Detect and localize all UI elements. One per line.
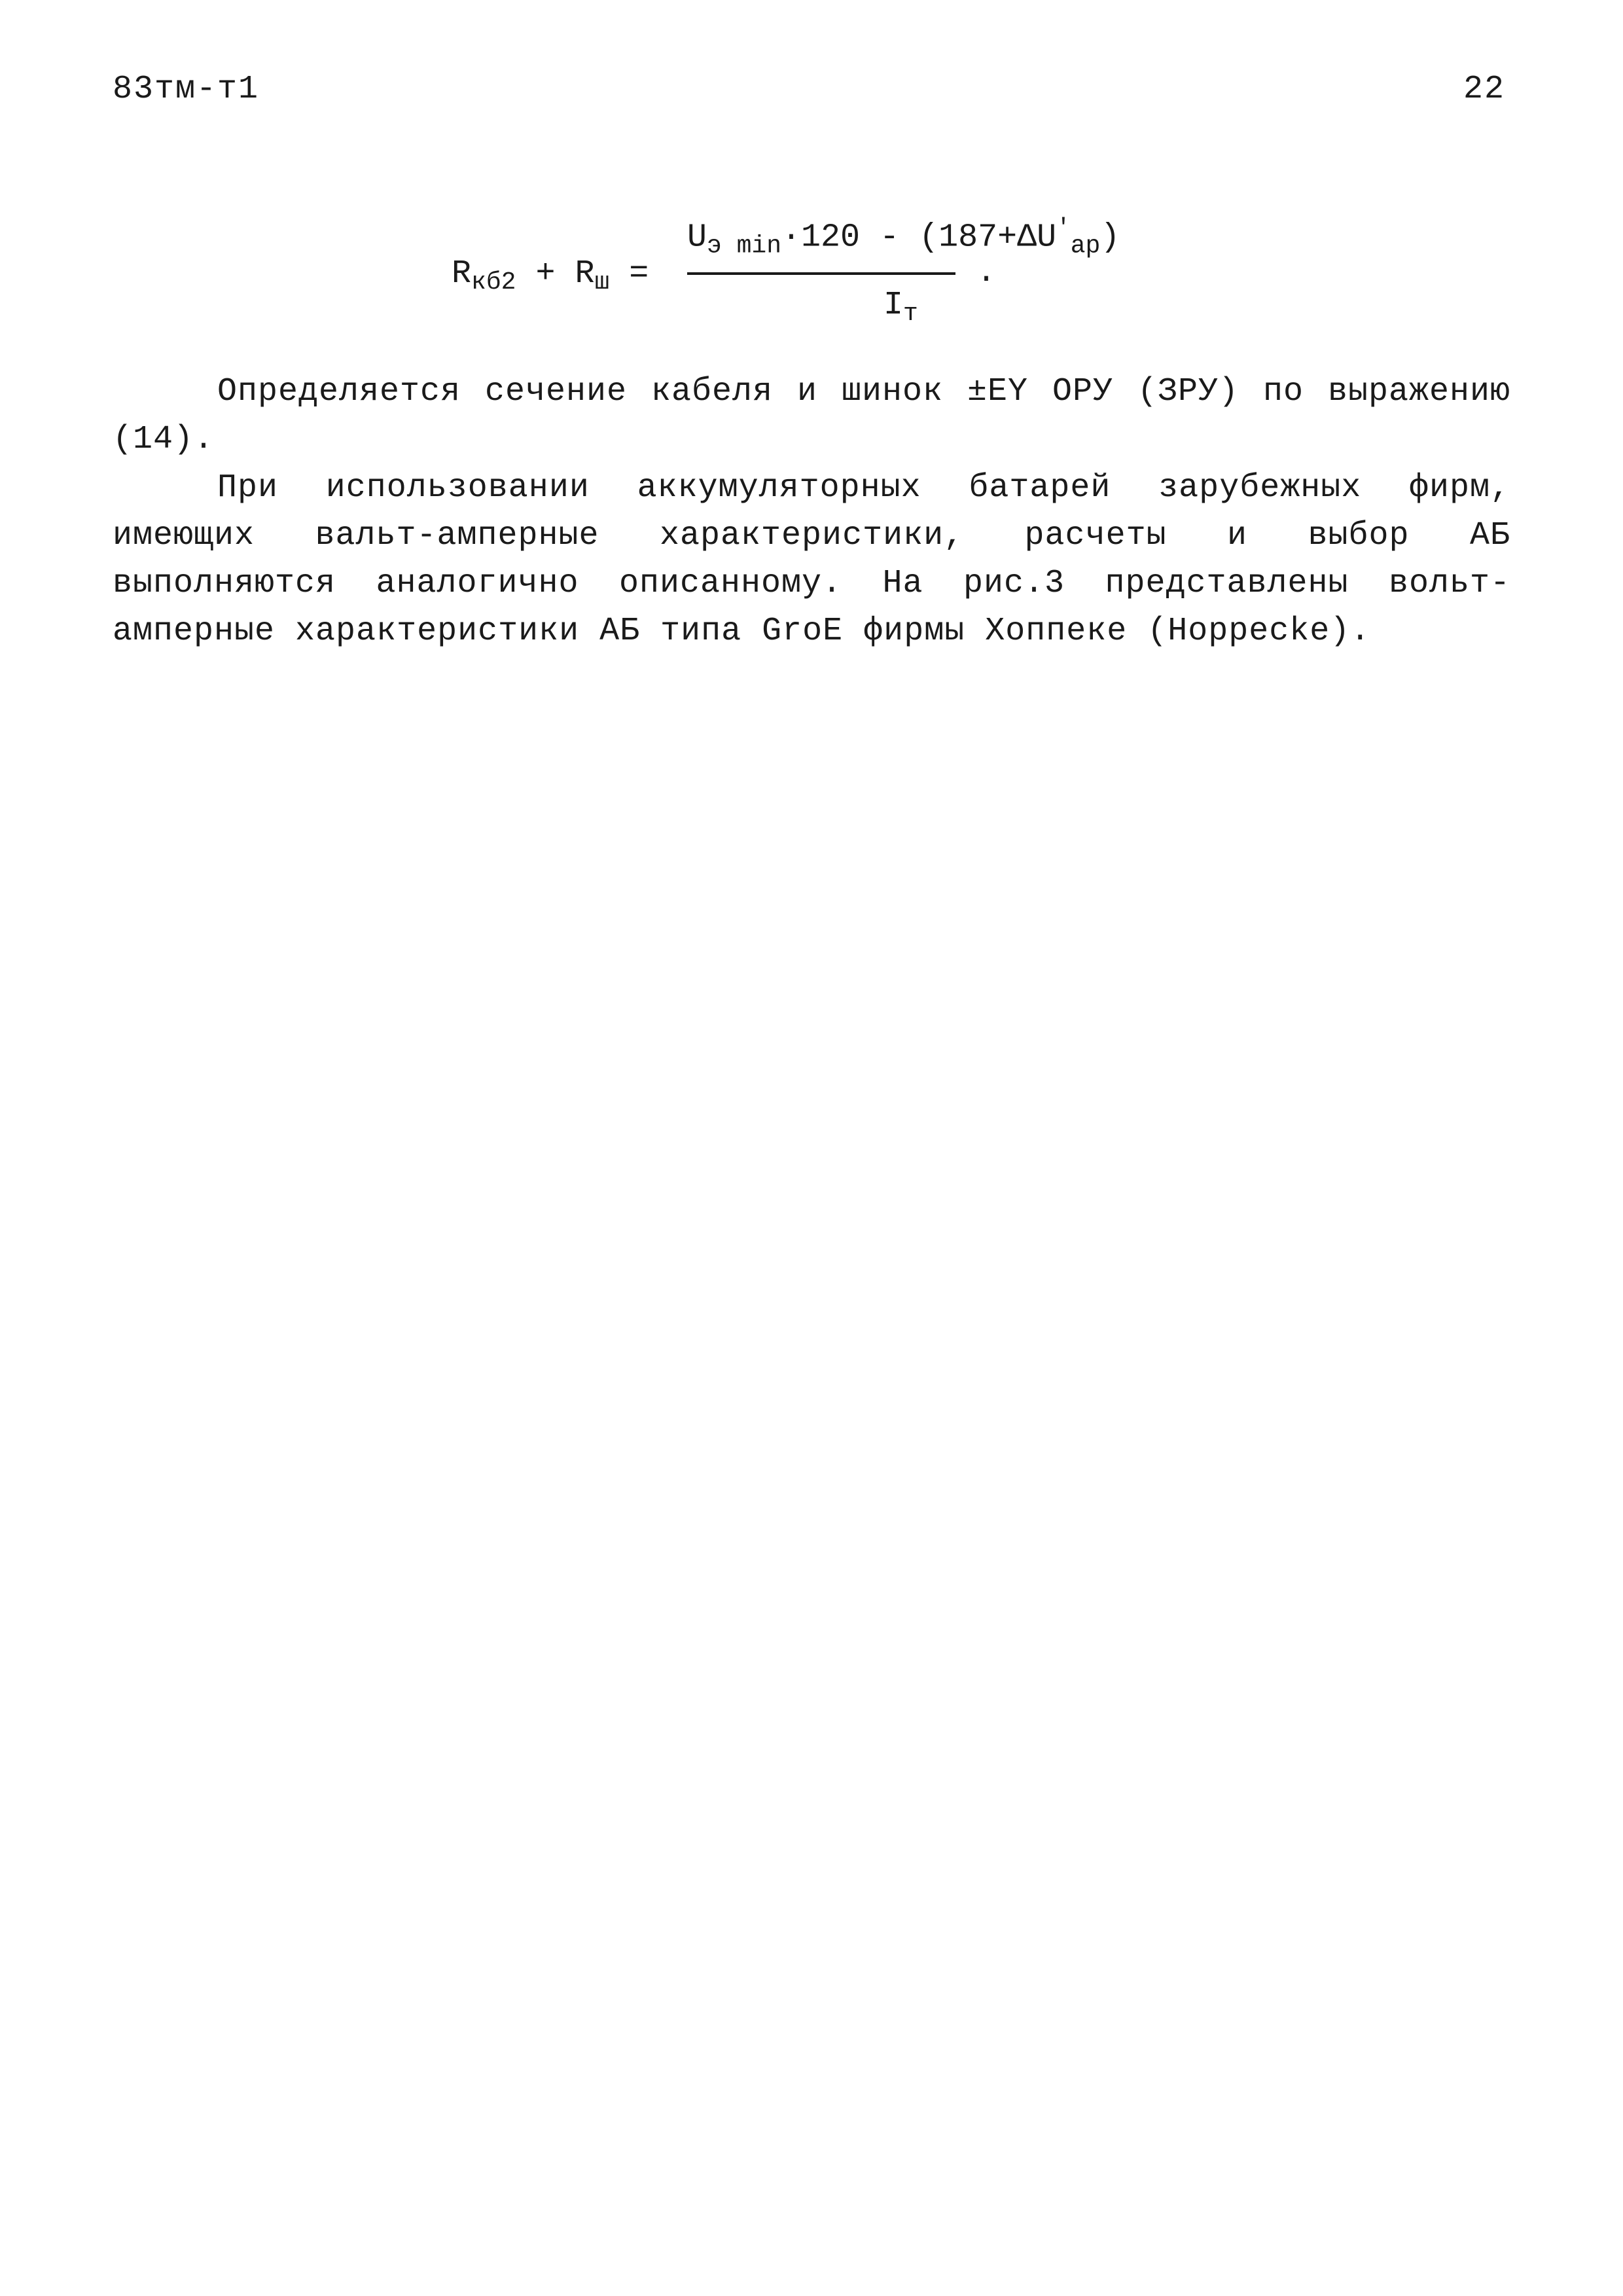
formula-num-ap: ap <box>1070 232 1101 260</box>
page-number: 22 <box>1463 71 1505 108</box>
paragraph-1-text: Определяется сечение кабеля и шинок ±EY ОРУ (ЗРУ) по выражению (14). <box>113 373 1510 458</box>
formula-lhs <box>452 255 649 296</box>
formula <box>445 215 1204 339</box>
formula-numerator <box>687 215 1120 260</box>
paragraph-2-text: При использовании аккумуляторных батарей зарубежных фирм, имеющих вальт-амперные характеристики, расчеты и выбор АБ выполняются аналогично описанному. На рис.3 представлены вольт-амперные характеристики АБ типа GroE фирмы Хоппеке (Hoppecke). <box>113 469 1510 650</box>
fraction-bar <box>687 272 955 275</box>
paragraph-1 <box>113 368 1510 463</box>
formula-num-prime: ′ <box>1056 215 1071 242</box>
formula-r1-sub: кб2 <box>471 268 516 296</box>
formula-trailing-dot: . <box>976 254 997 291</box>
formula-r2-sub: ш <box>594 268 610 296</box>
paragraph-2 <box>113 464 1510 655</box>
formula-num-close: ) <box>1100 219 1120 257</box>
formula-num-u-sub: э min <box>707 232 782 260</box>
formula-num-rest: ·120 - (187+ΔU <box>781 219 1057 257</box>
formula-den-i: I <box>883 287 904 324</box>
formula-plus: + <box>516 255 575 293</box>
formula-num-u: U <box>687 219 707 257</box>
formula-equals: = <box>609 255 649 293</box>
formula-denominator <box>883 287 918 328</box>
formula-r2: R <box>575 255 595 293</box>
formula-r1: R <box>452 255 472 293</box>
formula-den-sub: т <box>903 300 918 328</box>
document-code: 83тм-т1 <box>113 71 260 108</box>
